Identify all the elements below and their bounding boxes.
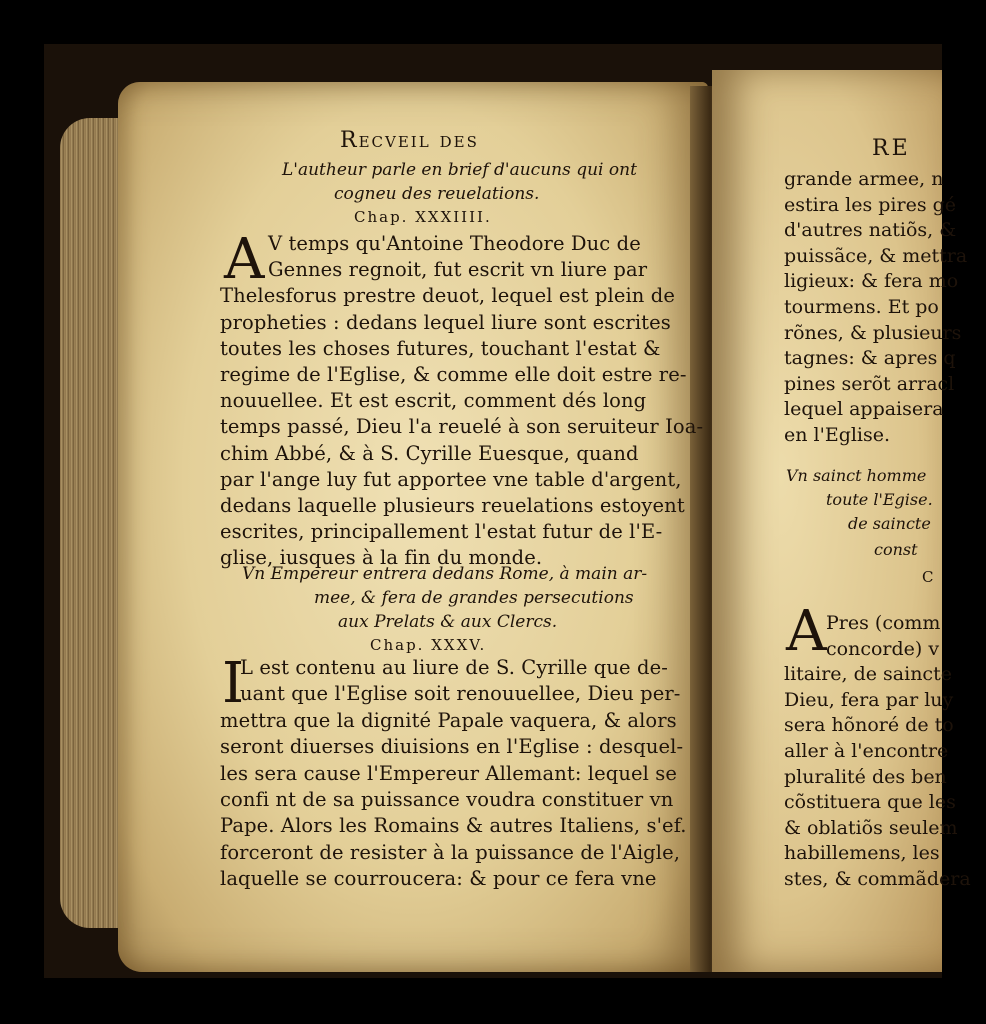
right-title-line: toute l'Egise. <box>826 490 933 509</box>
text-line: mettra que la dignité Papale vaquera, & alors <box>220 708 677 732</box>
text-line: escrites, principallement l'estat futur de l'E- <box>220 520 663 544</box>
text-line: Gennes regnoit, fut escrit vn liure par <box>268 258 648 282</box>
text-line: regime de l'Eglise, & comme elle doit estre re- <box>220 363 687 386</box>
text-line: dedans laquelle plusieurs reuelations estoyent <box>220 494 685 517</box>
right-dropcap: A <box>786 599 827 664</box>
text-line: V temps qu'Antoine Theodore Duc de <box>268 232 641 255</box>
text-line: Pape. Alors les Romains & autres Italiens, s'ef. <box>220 814 687 838</box>
left-running-head: Recveil des <box>340 128 479 153</box>
text-line: propheties : dedans lequel liure sont escrites <box>220 310 671 334</box>
text-line: en l'Eglise. <box>784 424 891 446</box>
text-line: glise, iusques à la fin du monde. <box>220 546 543 570</box>
chapter35-label: Chap. XXXV. <box>370 636 487 654</box>
text-line: estira les pires gé <box>784 193 957 216</box>
chapter34-title-line2: cogneu des reuelations. <box>334 184 540 204</box>
text-line: temps passé, Dieu l'a reuelé à son seruiteur Ioa- <box>220 415 704 439</box>
text-line: ligieux: & fera mo <box>784 270 959 293</box>
text-line: pines serõt arracl <box>784 372 955 395</box>
text-line: confi nt de sa puissance voudra constituer vn <box>220 788 674 811</box>
chapter35-title-line2: mee, & fera de grandes persecutions <box>314 588 634 608</box>
text-line: stes, & commãdera <box>784 868 971 890</box>
right-chap-label: C <box>922 568 936 586</box>
chapter35-title-line3: aux Prelats & aux Clercs. <box>338 612 558 632</box>
text-line: seront diuerses diuisions en l'Eglise : desquel- <box>220 735 684 759</box>
text-line: Dieu, fera par luy <box>784 688 954 711</box>
chapter35-dropcap: I <box>222 651 245 716</box>
text-line: cõstituera que les <box>784 791 956 814</box>
text-line: lequel appaisera <box>784 398 944 421</box>
text-line: tagnes: & apres q <box>784 347 956 370</box>
right-title-line: de saincte <box>848 514 931 533</box>
text-line: toutes les choses futures, touchant l'estat & <box>220 336 661 360</box>
text-line: laquelle se courroucera: & pour ce fera vne <box>220 867 657 891</box>
chapter34-label: Chap. XXXIIII. <box>354 208 492 226</box>
chapter35-title-line1: Vn Empereur entrera dedans Rome, à main ar- <box>242 564 648 584</box>
text-line: grande armee, n <box>784 168 944 190</box>
text-line: & oblatiõs seulem <box>784 816 958 839</box>
text-line: les sera cause l'Empereur Allemant: lequel se <box>220 761 678 785</box>
right-title-line: const <box>874 540 918 559</box>
chapter34-title-line1: L'autheur parle en brief d'aucuns qui ont <box>282 160 637 180</box>
right-running-head: RE <box>872 136 911 161</box>
chapter34-dropcap: A <box>224 227 265 292</box>
text-line: uant que l'Eglise soit renouuellee, Dieu per- <box>240 682 681 706</box>
text-line: nouuellee. Et est escrit, comment dés long <box>220 389 647 413</box>
text-line: d'autres natiõs, & <box>784 219 957 242</box>
text-line: rõnes, & plusieurs <box>784 321 962 344</box>
right-title-line: Vn sainct homme <box>786 466 927 485</box>
text-line: habillemens, les <box>784 842 940 865</box>
text-line: forceront de resister à la puissance de l'Aigle, <box>220 840 681 864</box>
text-line: par l'ange luy fut apportee vne table d'argent, <box>220 467 682 491</box>
text-line: litaire, de saincte <box>784 663 952 686</box>
text-line: pluralité des ben <box>784 765 947 788</box>
text-line: Thelesforus prestre deuot, lequel est plein de <box>220 284 675 308</box>
text-line: L est contenu au liure de S. Cyrille que de- <box>240 656 668 679</box>
text-line: sera hõnoré de to <box>784 714 954 737</box>
text-line: Pres (comm <box>826 612 941 634</box>
text-line: aller à l'encontre <box>784 740 949 762</box>
text-line: tourmens. Et po <box>784 296 939 318</box>
text-line: concorde) v <box>826 637 940 660</box>
text-line: chim Abbé, & à S. Cyrille Euesque, quand <box>220 441 639 465</box>
text-line: puissãce, & mettra <box>784 244 968 267</box>
